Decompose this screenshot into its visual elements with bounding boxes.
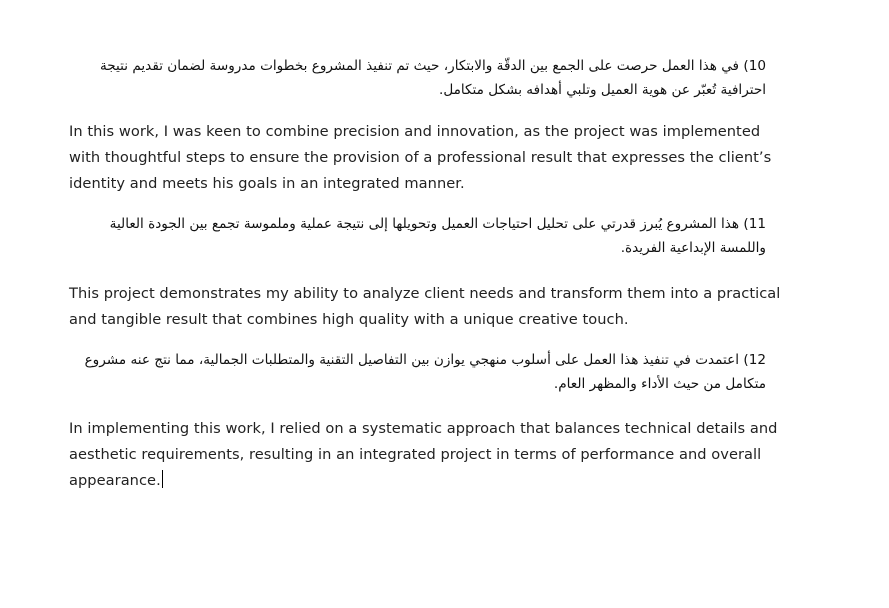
english-paragraph-12 [69, 416, 789, 494]
paragraph-number: 10) [743, 58, 766, 74]
text-cursor [162, 470, 164, 488]
english-paragraph-10 [69, 119, 789, 197]
english-paragraph-11 [69, 281, 789, 333]
arabic-text: هذا المشروع يُبرز قدرتي على تحليل احتياجات العميل وتحويلها إلى نتيجة عملية وملموسة تجمع بين الجودة العالية واللمسة الإبداعية الفريدة. [109, 216, 766, 256]
arabic-text: في هذا العمل حرصت على الجمع بين الدقّة والابتكار، حيث تم تنفيذ المشروع بخطوات مدروسة لضمان تقديم نتيجة احترافية تُعبّر عن هوية العميل وتلبي أهدافه بشكل متكامل. [99, 58, 766, 98]
english-text: In implementing this work, I relied on a systematic approach that balances technical details and aesthetic requirements, resulting in an integrated project in terms of performance and overall appearance. [69, 420, 778, 489]
paragraph-number: 11) [743, 216, 766, 232]
arabic-text: اعتمدت في تنفيذ هذا العمل على أسلوب منهجي يوازن بين التفاصيل التقنية والمتطلبات الجمالية، مما نتج عنه مشروع متكامل من حيث الأداء والمظهر العام. [84, 352, 766, 392]
arabic-paragraph-10 [60, 54, 766, 102]
arabic-paragraph-11 [60, 212, 766, 260]
arabic-paragraph-12 [60, 348, 766, 396]
paragraph-number: 12) [743, 352, 766, 368]
english-text: In this work, I was keen to combine precision and innovation, as the project was implemented with thoughtful steps to ensure the provision of a professional result that expresses the client’s identity and meets his goals in an integrated manner. [69, 123, 772, 192]
english-text: This project demonstrates my ability to analyze client needs and transform them into a practical and tangible result that combines high quality with a unique creative touch. [69, 285, 781, 328]
